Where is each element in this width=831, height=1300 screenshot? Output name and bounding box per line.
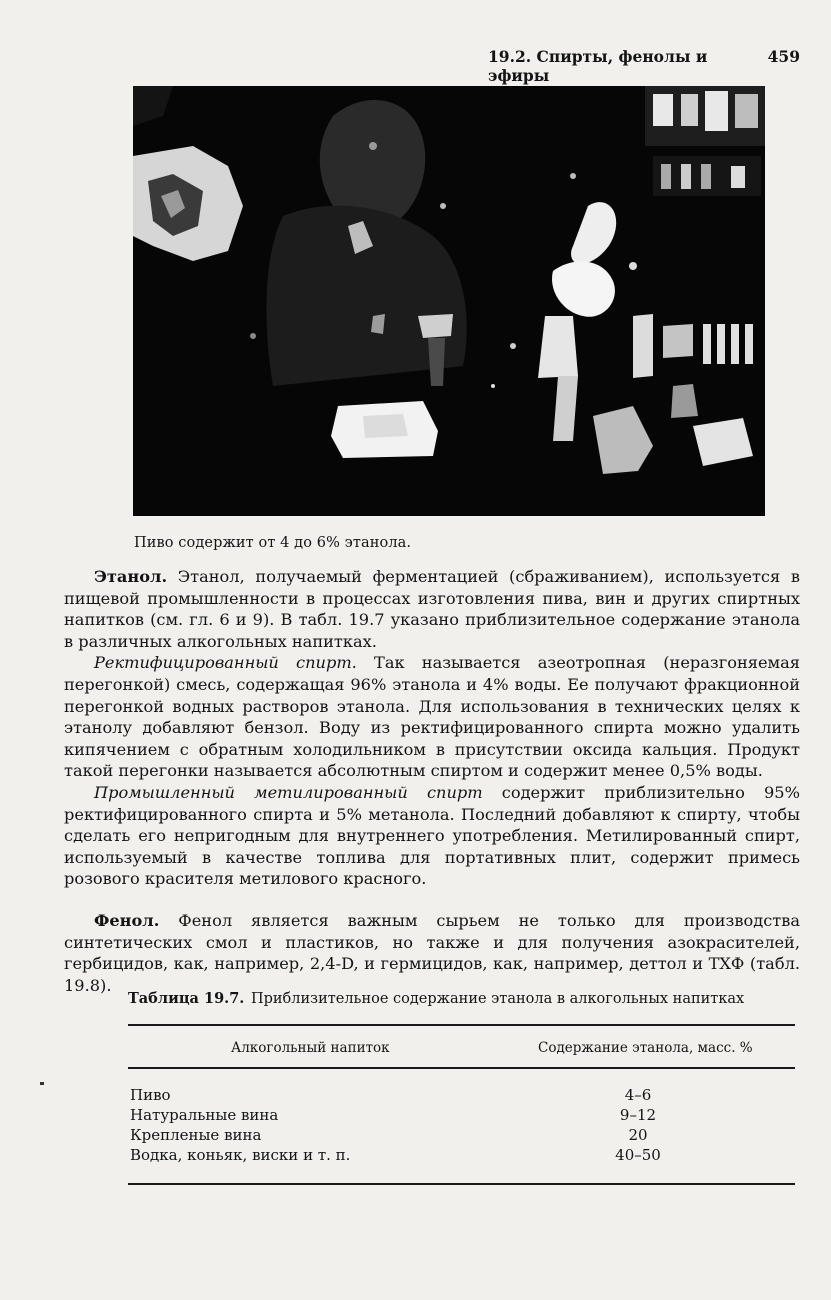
table-title: Приблизительное содержание этанола в алкогольных напитках	[250, 991, 745, 1007]
table-cell-ethanol: 9–12	[619, 1106, 657, 1124]
paragraph-text: Этанол, получаемый ферментацией (сбраживанием), используется в пищевой промышленности в процессах изготовления пива, вин и других спиртных напитков (см. гл. 6 и 9). В табл. 19.7 указано приблизительное содержание этанола в различных алкогольных напитках.	[64, 567, 800, 651]
table-top-rule	[128, 1024, 795, 1026]
paragraph-text: Так называется азеотропная (неразгоняемая перегонкой) смесь, содержащая 96% этанола и 4% воды. Ее получают фракционной перегонкой водных растворов этанола. Для использования в технических целях к этанолу добавляют бензол. Воду из ректифицированного спирта можно удалить кипячением с обратным холодильником в присутствии оксида кальция. Продукт такой перегонки называется абсолютным спиртом и содержит менее 0,5% воды.	[64, 653, 801, 781]
table-cell-drink: Водка, коньяк, виски и т. п.	[130, 1146, 351, 1164]
paragraph-lead: Ректифицированный спирт.	[94, 653, 357, 673]
table-cell-ethanol: 20	[628, 1126, 648, 1144]
section-title: 19.2. Спирты, фенолы и эфиры	[488, 47, 708, 85]
table-cell-ethanol: 4–6	[624, 1086, 652, 1104]
table-cell-drink: Пиво	[130, 1086, 171, 1104]
paragraph-lead: Промышленный метилированный спирт	[94, 782, 483, 802]
page-number: 459	[767, 47, 800, 66]
photo-image	[133, 86, 765, 516]
body-text	[64, 566, 800, 996]
table-label: Таблица 19.7.	[128, 990, 245, 1007]
table-header-ethanol-content: Содержание этанола, масс. %	[538, 1040, 753, 1056]
running-header	[488, 47, 800, 85]
print-speck	[40, 1082, 44, 1085]
paragraph-ethanol	[64, 566, 800, 652]
table-cell-drink: Крепленые вина	[130, 1126, 262, 1144]
table-row	[128, 1106, 795, 1126]
table-row	[128, 1126, 795, 1146]
table-header-drink: Алкогольный напиток	[231, 1040, 390, 1056]
table-cell-drink: Натуральные вина	[130, 1106, 279, 1124]
table-row	[128, 1086, 795, 1106]
paragraph-methylated	[64, 782, 800, 890]
paragraph-lead: Фенол.	[94, 910, 160, 930]
table-caption	[128, 990, 808, 1007]
paragraph-rectified	[64, 652, 800, 782]
paragraph-phenol	[64, 910, 800, 996]
table-bottom-rule	[128, 1183, 795, 1185]
paragraph-text: содержит приблизительно 95% ректифицированного спирта и 5% метанола. Последний добавляют к спирту, чтобы сделать его непригодным для внутреннего употребления. Метилированный спирт, используемый в качестве топлива для портативных плит, содержит примесь розового красителя метилового красного.	[64, 782, 800, 889]
table-row	[128, 1146, 795, 1166]
table-cell-ethanol: 40–50	[615, 1146, 661, 1164]
paragraph-lead: Этанол.	[94, 567, 168, 586]
paragraph-text: Фенол является важным сырьем не только для производства синтетических смол и пластиков, но также и для получения азокрасителей, гербицидов, как, например, 2,4-D, и гермицидов, как, например, деттол и ТХФ (табл. 19.8).	[64, 910, 800, 995]
table-body	[128, 1086, 795, 1166]
table-header-rule	[128, 1067, 795, 1069]
figure-caption: Пиво содержит от 4 до 6% этанола.	[134, 535, 412, 551]
beer-photograph	[133, 86, 765, 516]
